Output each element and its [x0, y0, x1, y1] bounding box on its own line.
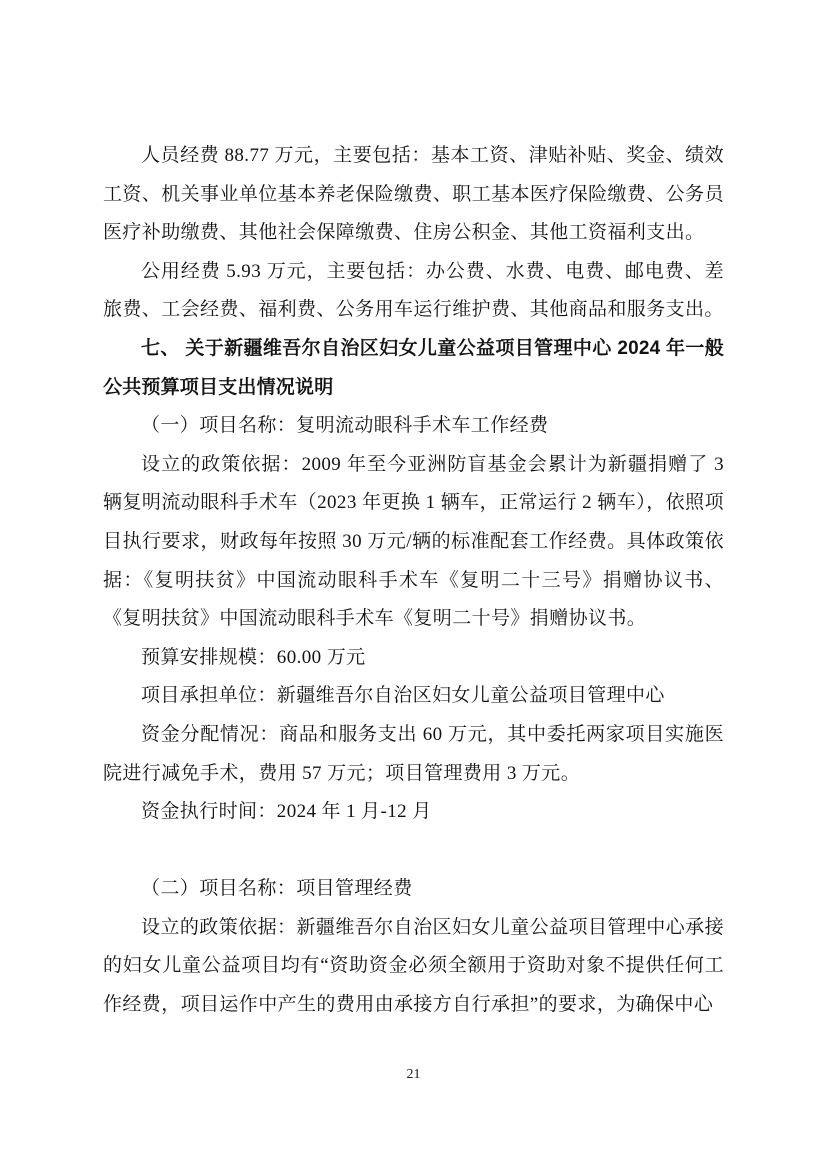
para-public-expense: 公用经费 5.93 万元，主要包括：办公费、水费、电费、邮电费、差旅费、工会经费、福利费、公务用车运行维护费、其他商品和服务支出。	[103, 260, 724, 321]
para-project1-budget-scale: 预算安排规模：60.00 万元	[141, 646, 366, 668]
para-project1-fund-allocation: 资金分配情况：商品和服务支出 60 万元，其中委托两家项目实施医院进行减免手术，费用 57 万元；项目管理费用 3 万元。	[103, 723, 724, 784]
para-project2-policy-basis: 设立的政策依据：新疆维吾尔自治区妇女儿童公益项目管理中心承接的妇女儿童公益项目均有“资助资金必须全额用于资助对象不提供任何工作经费，项目运作中产生的费用由承接方自行承担”的要求，为确保中心	[103, 916, 724, 1016]
para-project1-policy-basis: 设立的政策依据：2009 年至今亚洲防盲基金会累计为新疆捐赠了 3 辆复明流动眼科手术车（2023 年更换 1 辆车，正常运行 2 辆车），依照项目执行要求，财政每年按照 30 万元/辆的标准配套工作经费。具体政策依据：《复明扶贫》中国流动眼科手术车《复明二十三号》捐赠协议书、《复明扶贫》中国流动眼科手术车《复明二十号》捐赠协议书。	[103, 453, 724, 630]
para-project1-name: （一）项目名称：复明流动眼科手术车工作经费	[141, 415, 549, 437]
para-project2-name: （二）项目名称：项目管理经费	[141, 878, 413, 900]
blank-line	[103, 832, 724, 871]
document-body	[103, 137, 724, 1025]
para-project1-undertaker: 项目承担单位：新疆维吾尔自治区妇女儿童公益项目管理中心	[141, 685, 665, 707]
para-personnel-expense: 人员经费 88.77 万元，主要包括：基本工资、津贴补贴、奖金、绩效工资、机关事业单位基本养老保险缴费、职工基本医疗保险缴费、公务员医疗补助缴费、其他社会保障缴费、住房公积金、其他工资福利支出。	[103, 145, 724, 244]
page-number: 21	[406, 1067, 421, 1082]
heading-section-seven: 七、 关于新疆维吾尔自治区妇女儿童公益项目管理中心 2024 年一般公共预算项目支出情况说明	[103, 337, 724, 398]
para-project1-execution-time: 资金执行时间：2024 年 1 月-12 月	[141, 801, 432, 823]
